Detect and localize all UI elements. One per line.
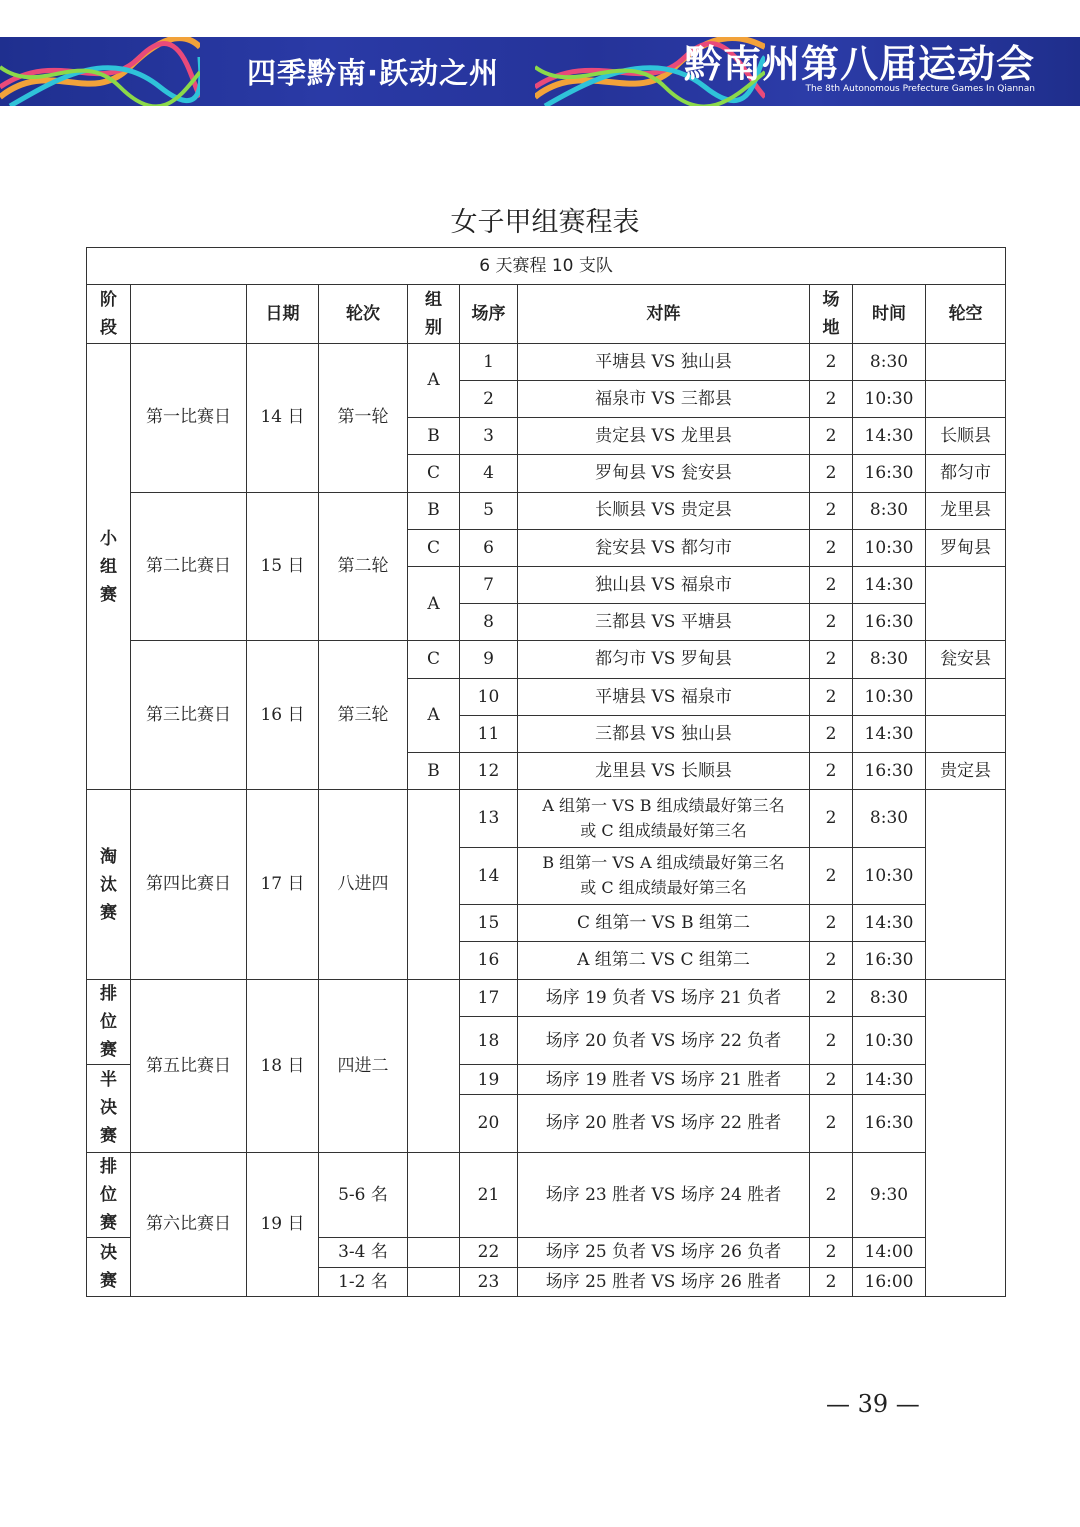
header-group-label: 组别 [425,289,442,338]
day-name: 第五比赛日 [131,979,247,1152]
bye-cell: 贵定县 [926,753,1006,790]
match-cell: 平塘县 VS 福泉市 [518,678,810,715]
header-round: 轮次 [319,285,408,343]
group-cell [408,1152,460,1238]
seq-cell: 17 [460,979,518,1017]
header-stage [87,285,131,343]
bye-cell [926,380,1006,417]
match-cell: 瓮安县 VS 都匀市 [518,529,810,566]
match-cell: 三都县 VS 平塘县 [518,604,810,641]
stage-final-label: 决赛 [100,1243,117,1292]
day-date: 15 日 [247,492,319,641]
group-cell: C [408,529,460,566]
match-line-1: B 组第一 VS A 组成绩最好第三名 [542,853,785,873]
bye-cell: 长顺县 [926,418,1006,455]
header-venue-label: 场地 [822,289,840,338]
table-row [87,790,1006,847]
header-venue [810,285,853,343]
stage-placing-label: 排位赛 [100,983,117,1060]
seq-cell: 7 [460,567,518,604]
day-round: 第二轮 [319,492,408,641]
seq-cell: 12 [460,753,518,790]
stage-placing [87,979,131,1065]
day-round: 第三轮 [319,641,408,790]
day-date: 18 日 [247,979,319,1152]
bye-cell [926,678,1006,715]
header-bye: 轮空 [926,285,1006,343]
day-date: 16 日 [247,641,319,790]
group-cell: C [408,455,460,492]
seq-cell: 20 [460,1095,518,1152]
page-number: — 39 — [826,1390,920,1418]
match-cell: 场序 19 负者 VS 场序 21 负者 [518,979,810,1017]
group-cell: B [408,418,460,455]
seq-cell: 23 [460,1267,518,1296]
seq-cell: 15 [460,905,518,942]
day-round: 八进四 [319,790,408,979]
day-round: 四进二 [319,979,408,1152]
seq-cell: 18 [460,1017,518,1065]
group-cell: B [408,753,460,790]
group-cell [408,1238,460,1267]
time-cell: 14:30 [853,1065,926,1095]
games-logo-en: The 8th Autonomous Prefecture Games In Qiannan [805,84,1035,94]
time-cell: 16:30 [853,942,926,979]
day-round: 第一轮 [319,343,408,492]
time-cell: 16:30 [853,455,926,492]
bye-cell [926,343,1006,380]
table-row [87,1152,1006,1238]
table-row [87,343,1006,380]
venue-cell: 2 [810,641,853,678]
time-cell: 16:30 [853,604,926,641]
group-cell [408,979,460,1152]
match-cell: A 组第二 VS C 组第二 [518,942,810,979]
time-cell: 10:30 [853,380,926,417]
seq-cell: 9 [460,641,518,678]
seq-cell: 2 [460,380,518,417]
venue-cell: 2 [810,1152,853,1238]
seq-cell: 13 [460,790,518,847]
bye-cell: 都匀市 [926,455,1006,492]
seq-cell: 22 [460,1238,518,1267]
venue-cell: 2 [810,905,853,942]
match-cell: 场序 20 负者 VS 场序 22 负者 [518,1017,810,1065]
time-cell: 8:30 [853,979,926,1017]
match-cell: C 组第一 VS B 组第二 [518,905,810,942]
day-name: 第一比赛日 [131,343,247,492]
seq-cell: 8 [460,604,518,641]
time-cell: 14:30 [853,715,926,752]
match-cell: 龙里县 VS 长顺县 [518,753,810,790]
venue-cell: 2 [810,753,853,790]
time-cell: 8:30 [853,641,926,678]
stage-knockout-label: 淘汰赛 [100,846,117,923]
bye-cell: 罗甸县 [926,529,1006,566]
group-cell: A [408,678,460,752]
day-round: 5-6 名 [319,1152,408,1238]
table-subtitle-row [87,248,1006,285]
stage-placing2 [87,1152,131,1238]
venue-cell: 2 [810,678,853,715]
day-date: 19 日 [247,1152,319,1296]
table-row [87,641,1006,678]
header-slogan: 四季黔南·跃动之州 [247,56,500,90]
page-title: 女子甲组赛程表 [450,207,640,238]
table-subtitle: 6 天赛程 10 支队 [87,248,1006,285]
match-cell: 场序 20 胜者 VS 场序 22 胜者 [518,1095,810,1152]
match-cell: 平塘县 VS 独山县 [518,343,810,380]
seq-cell: 5 [460,492,518,529]
seq-cell: 14 [460,847,518,904]
group-cell: C [408,641,460,678]
seq-cell: 19 [460,1065,518,1095]
games-logo-cn: 黔南州第八届运动会 [683,42,1035,86]
time-cell: 16:30 [853,1095,926,1152]
table-header-row [87,285,1006,343]
time-cell: 16:00 [853,1267,926,1296]
venue-cell: 2 [810,567,853,604]
match-cell: 长顺县 VS 贵定县 [518,492,810,529]
venue-cell: 2 [810,604,853,641]
stage-knockout [87,790,131,979]
match-cell [518,847,810,904]
day-round: 3-4 名 [319,1238,408,1267]
ribbon-swirl-left-graphic [0,37,200,106]
venue-cell: 2 [810,847,853,904]
day-round: 1-2 名 [319,1267,408,1296]
day-name: 第四比赛日 [131,790,247,979]
match-line-2: 或 C 组成绩最好第三名 [580,877,747,897]
seq-cell: 1 [460,343,518,380]
stage-final [87,1238,131,1297]
venue-cell: 2 [810,942,853,979]
table-row [87,979,1006,1017]
header-seq: 场序 [460,285,518,343]
seq-cell: 11 [460,715,518,752]
group-cell [408,790,460,979]
stage-semi-label: 半决赛 [100,1070,117,1147]
match-line-2: 或 C 组成绩最好第三名 [580,820,747,840]
time-cell: 8:30 [853,790,926,847]
group-cell: A [408,567,460,641]
stage-semi [87,1065,131,1153]
group-cell: B [408,492,460,529]
venue-cell: 2 [810,455,853,492]
time-cell: 10:30 [853,847,926,904]
venue-cell: 2 [810,1017,853,1065]
time-cell: 14:30 [853,567,926,604]
header-stage-label: 阶段 [100,289,117,338]
venue-cell: 2 [810,343,853,380]
header-time: 时间 [853,285,926,343]
venue-cell: 2 [810,1095,853,1152]
stage-group-label: 小组赛 [100,528,117,605]
bye-cell: 龙里县 [926,492,1006,529]
table-row [87,492,1006,529]
match-cell: 场序 19 胜者 VS 场序 21 胜者 [518,1065,810,1095]
match-cell: 独山县 VS 福泉市 [518,567,810,604]
stage-group [87,343,131,790]
day-name: 第六比赛日 [131,1152,247,1296]
venue-cell: 2 [810,1065,853,1095]
stage-placing2-label: 排位赛 [100,1157,117,1234]
day-date: 17 日 [247,790,319,979]
bye-cell [926,567,1006,641]
match-cell: 罗甸县 VS 瓮安县 [518,455,810,492]
match-cell [518,790,810,847]
seq-cell: 4 [460,455,518,492]
time-cell: 14:00 [853,1238,926,1267]
bye-cell [926,790,1006,979]
time-cell: 9:30 [853,1152,926,1238]
header-day [131,285,247,343]
venue-cell: 2 [810,380,853,417]
group-cell [408,1267,460,1296]
seq-cell: 16 [460,942,518,979]
match-cell: 场序 25 负者 VS 场序 26 负者 [518,1238,810,1267]
bye-cell: 瓮安县 [926,641,1006,678]
bye-cell [926,979,1006,1296]
time-cell: 10:30 [853,1017,926,1065]
seq-cell: 10 [460,678,518,715]
header-match: 对阵 [518,285,810,343]
schedule-table [86,247,1006,1297]
day-name: 第三比赛日 [131,641,247,790]
seq-cell: 3 [460,418,518,455]
match-cell: 场序 25 胜者 VS 场序 26 胜者 [518,1267,810,1296]
time-cell: 14:30 [853,905,926,942]
venue-cell: 2 [810,1267,853,1296]
header-date: 日期 [247,285,319,343]
day-name: 第二比赛日 [131,492,247,641]
time-cell: 16:30 [853,753,926,790]
venue-cell: 2 [810,790,853,847]
time-cell: 10:30 [853,529,926,566]
venue-cell: 2 [810,529,853,566]
venue-cell: 2 [810,1238,853,1267]
match-cell: 场序 23 胜者 VS 场序 24 胜者 [518,1152,810,1238]
match-cell: 贵定县 VS 龙里县 [518,418,810,455]
venue-cell: 2 [810,979,853,1017]
seq-cell: 21 [460,1152,518,1238]
match-cell: 三都县 VS 独山县 [518,715,810,752]
time-cell: 14:30 [853,418,926,455]
games-logo [684,42,1035,94]
bye-cell [926,715,1006,752]
match-cell: 都匀市 VS 罗甸县 [518,641,810,678]
venue-cell: 2 [810,418,853,455]
time-cell: 10:30 [853,678,926,715]
day-date: 14 日 [247,343,319,492]
match-line-1: A 组第一 VS B 组成绩最好第三名 [542,795,785,815]
group-cell: A [408,343,460,417]
time-cell: 8:30 [853,343,926,380]
seq-cell: 6 [460,529,518,566]
header-group [408,285,460,343]
match-cell: 福泉市 VS 三都县 [518,380,810,417]
venue-cell: 2 [810,492,853,529]
venue-cell: 2 [810,715,853,752]
time-cell: 8:30 [853,492,926,529]
header-banner [0,37,1080,106]
